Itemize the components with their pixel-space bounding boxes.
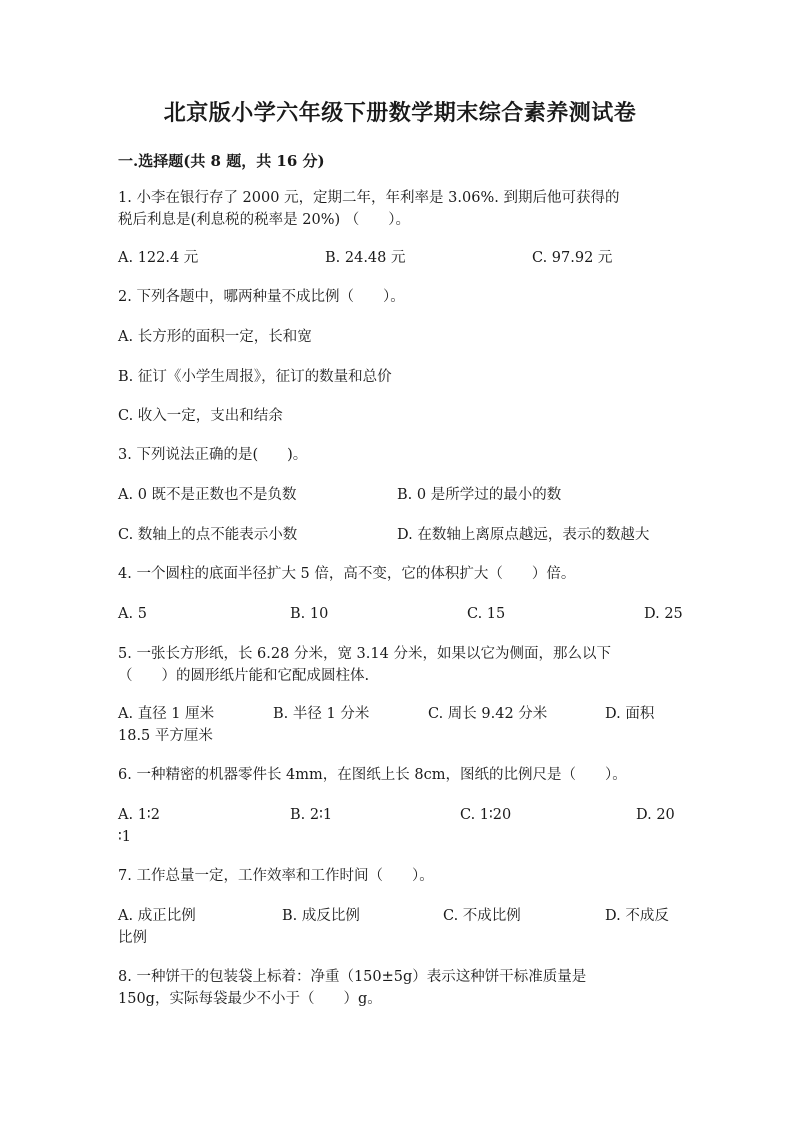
- question-6-option-c: C. 1∶20: [460, 807, 512, 823]
- question-3-option-a: A. 0 既不是正数也不是负数: [118, 487, 297, 503]
- question-3-option-c: C. 数轴上的点不能表示小数: [118, 527, 298, 543]
- question-6-stem: 6. 一种精密的机器零件长 4mm，在图纸上长 8cm，图纸的比例尺是（ ）。: [118, 767, 627, 783]
- question-7-option-d: D. 不成反: [605, 908, 669, 924]
- question-4-option-d: D. 25: [644, 606, 683, 622]
- question-1-stem-line-1: 1. 小李在银行存了 2000 元，定期二年，年利率是 3.06%. 到期后他可获得的: [118, 190, 620, 206]
- question-2-option-a: A. 长方形的面积一定，长和宽: [118, 329, 312, 345]
- question-1-option-a: A. 122.4 元: [118, 250, 199, 266]
- question-4-stem: 4. 一个圆柱的底面半径扩大 5 倍，高不变，它的体积扩大（ ）倍。: [118, 566, 576, 582]
- question-5-stem-line-1: 5. 一张长方形纸，长 6.28 分米，宽 3.14 分米，如果以它为侧面，那么以下: [118, 646, 611, 662]
- question-2-option-c: C. 收入一定，支出和结余: [118, 408, 283, 424]
- question-3-option-d: D. 在数轴上离原点越远，表示的数越大: [397, 527, 650, 543]
- question-6-option-d: D. 20: [636, 807, 675, 823]
- question-5-option-c: C. 周长 9.42 分米: [428, 706, 548, 722]
- question-7-option-a: A. 成正比例: [118, 908, 196, 924]
- question-5-option-d-continued: 18.5 平方厘米: [118, 728, 213, 744]
- question-2-stem: 2. 下列各题中，哪两种量不成比例（ ）。: [118, 289, 405, 305]
- question-3-stem: 3. 下列说法正确的是( )。: [118, 447, 308, 463]
- question-7-stem: 7. 工作总量一定，工作效率和工作时间（ ）。: [118, 868, 434, 884]
- question-5-option-d: D. 面积: [605, 706, 655, 722]
- question-6-option-b: B. 2∶1: [290, 807, 333, 823]
- question-6-option-a: A. 1∶2: [118, 807, 160, 823]
- question-3-option-b: B. 0 是所学过的最小的数: [397, 487, 562, 503]
- page-title: 北京版小学六年级下册数学期末综合素养测试卷: [163, 100, 637, 126]
- question-7-option-c: C. 不成比例: [443, 908, 521, 924]
- question-4-option-b: B. 10: [290, 606, 329, 622]
- section-heading: 一.选择题(共 8 题，共 16 分): [118, 152, 325, 170]
- question-1-option-b: B. 24.48 元: [325, 250, 406, 266]
- question-4-option-a: A. 5: [118, 606, 147, 622]
- question-2-option-b: B. 征订《小学生周报》，征订的数量和总价: [118, 369, 392, 385]
- question-5-option-b: B. 半径 1 分米: [273, 706, 370, 722]
- question-8-stem-line-1: 8. 一种饼干的包装袋上标着：净重（150±5g）表示这种饼干标准质量是: [118, 969, 587, 985]
- question-5-option-a: A. 直径 1 厘米: [118, 706, 215, 722]
- question-4-option-c: C. 15: [467, 606, 506, 622]
- question-8-stem-line-2: 150g，实际每袋最少不小于（ ）g。: [118, 991, 382, 1007]
- question-5-stem-line-2: （ ）的圆形纸片能和它配成圆柱体.: [118, 668, 370, 684]
- question-6-option-d-continued: ∶1: [118, 829, 131, 845]
- question-7-option-b: B. 成反比例: [282, 908, 360, 924]
- question-1-option-c: C. 97.92 元: [532, 250, 613, 266]
- question-7-option-d-continued: 比例: [118, 930, 147, 946]
- question-1-stem-line-2: 税后利息是(利息税的税率是 20%) （ ）。: [118, 212, 411, 228]
